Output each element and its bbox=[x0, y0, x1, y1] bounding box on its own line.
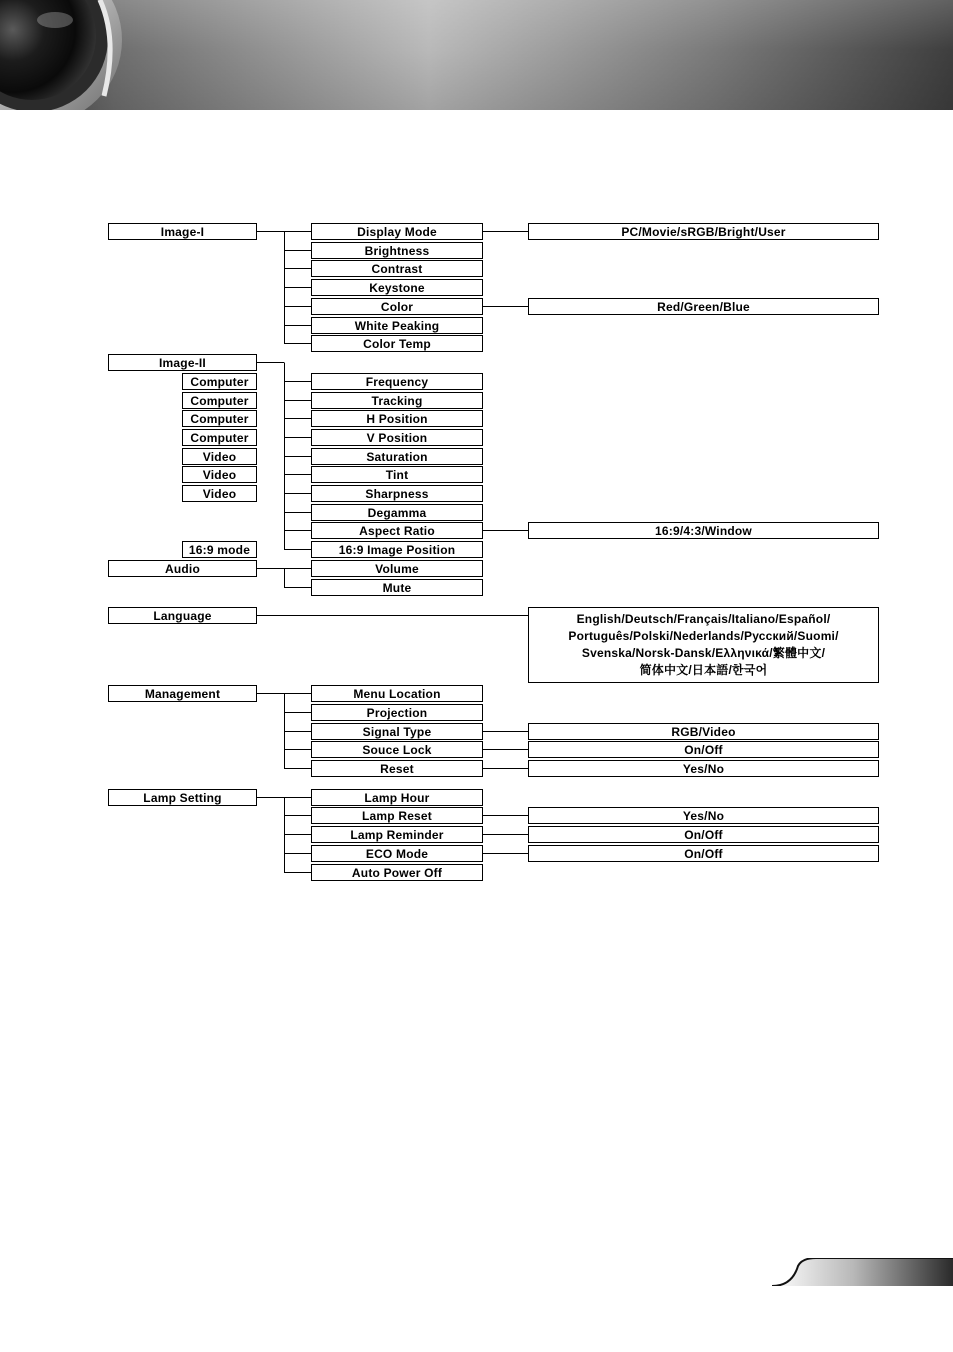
menu-image-1: Image-I bbox=[108, 223, 257, 240]
item-image-position: 16:9 Image Position bbox=[311, 541, 483, 558]
item-white-peaking: White Peaking bbox=[311, 317, 483, 334]
item-h-position: H Position bbox=[311, 410, 483, 427]
source-tag-frequency: Computer bbox=[182, 373, 257, 390]
item-lamp-reset: Lamp Reset bbox=[311, 807, 483, 824]
item-projection: Projection bbox=[311, 704, 483, 721]
item-saturation: Saturation bbox=[311, 448, 483, 465]
item-lamp-hour: Lamp Hour bbox=[311, 789, 483, 806]
item-sharpness: Sharpness bbox=[311, 485, 483, 502]
item-menu-location: Menu Location bbox=[311, 685, 483, 702]
options-display-mode: PC/Movie/sRGB/Bright/User bbox=[528, 223, 879, 240]
item-reset: Reset bbox=[311, 760, 483, 777]
item-contrast: Contrast bbox=[311, 260, 483, 277]
source-tag-sharpness: Video bbox=[182, 485, 257, 502]
item-v-position: V Position bbox=[311, 429, 483, 446]
item-color-temp: Color Temp bbox=[311, 335, 483, 352]
menu-audio: Audio bbox=[108, 560, 257, 577]
item-eco-mode: ECO Mode bbox=[311, 845, 483, 862]
options-lamp-reminder: On/Off bbox=[528, 826, 879, 843]
menu-language: Language bbox=[108, 607, 257, 624]
source-tag-tracking: Computer bbox=[182, 392, 257, 409]
item-color: Color bbox=[311, 298, 483, 315]
item-tint: Tint bbox=[311, 466, 483, 483]
item-degamma: Degamma bbox=[311, 504, 483, 521]
item-volume: Volume bbox=[311, 560, 483, 577]
item-keystone: Keystone bbox=[311, 279, 483, 296]
item-signal-type: Signal Type bbox=[311, 723, 483, 740]
language-options-line-4: 简体中文/日本語/한국어 bbox=[639, 663, 768, 677]
item-tracking: Tracking bbox=[311, 392, 483, 409]
menu-image-2: Image-II bbox=[108, 354, 257, 371]
menu-lamp-setting: Lamp Setting bbox=[108, 789, 257, 806]
options-source-lock: On/Off bbox=[528, 741, 879, 758]
item-mute: Mute bbox=[311, 579, 483, 596]
mode-tag-image-position: 16:9 mode bbox=[182, 541, 257, 558]
item-auto-power-off: Auto Power Off bbox=[311, 864, 483, 881]
item-lamp-reminder: Lamp Reminder bbox=[311, 826, 483, 843]
language-options-line-1: English/Deutsch/Français/Italiano/Español/ bbox=[576, 612, 831, 626]
menu-management: Management bbox=[108, 685, 257, 702]
item-source-lock: Souce Lock bbox=[311, 741, 483, 758]
item-display-mode: Display Mode bbox=[311, 223, 483, 240]
options-lamp-reset: Yes/No bbox=[528, 807, 879, 824]
item-frequency: Frequency bbox=[311, 373, 483, 390]
source-tag-tint: Video bbox=[182, 466, 257, 483]
options-eco-mode: On/Off bbox=[528, 845, 879, 862]
source-tag-v-position: Computer bbox=[182, 429, 257, 446]
options-language bbox=[528, 607, 879, 683]
language-options-line-2: Português/Polski/Nederlands/Русский/Suomi/ bbox=[568, 629, 839, 643]
source-tag-h-position: Computer bbox=[182, 410, 257, 427]
options-aspect-ratio: 16:9/4:3/Window bbox=[528, 522, 879, 539]
item-aspect-ratio: Aspect Ratio bbox=[311, 522, 483, 539]
item-brightness: Brightness bbox=[311, 242, 483, 259]
source-tag-saturation: Video bbox=[182, 448, 257, 465]
options-color: Red/Green/Blue bbox=[528, 298, 879, 315]
options-signal-type: RGB/Video bbox=[528, 723, 879, 740]
options-reset: Yes/No bbox=[528, 760, 879, 777]
language-options-line-3: Svenska/Norsk-Dansk/Ελληνικά/繁體中文/ bbox=[581, 646, 826, 660]
